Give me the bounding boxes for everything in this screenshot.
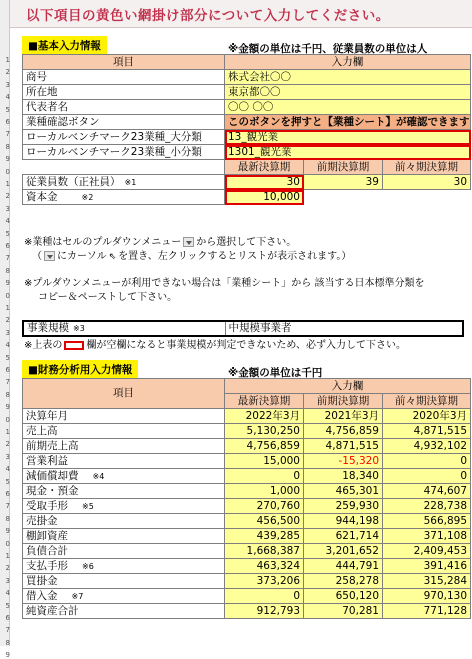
employees-mark: ※1	[124, 177, 137, 187]
finance-row	[23, 559, 471, 574]
row-number: 3	[5, 452, 10, 461]
row-number: 9	[5, 155, 10, 164]
period-header-previous: 前期決算期	[304, 160, 383, 175]
finance-row	[23, 544, 471, 559]
business-scale-mark: ※3	[73, 324, 85, 333]
row-number: 0	[5, 291, 10, 300]
finance-row-label-text: 受取手形	[26, 499, 68, 512]
row-label-capital	[23, 190, 225, 205]
row-number: 7	[5, 378, 10, 387]
row-number: 8	[5, 142, 10, 151]
finance-row-label-text: 現金・預金	[26, 484, 79, 497]
finance-value-input[interactable]: 439,285	[225, 529, 304, 544]
finance-row-label	[23, 604, 225, 619]
row-label-representative: 代表者名	[23, 100, 225, 115]
finance-value-input[interactable]: 18,340	[304, 469, 383, 484]
row-number: 8	[5, 266, 10, 275]
finance-value-input[interactable]: 4,871,515	[304, 439, 383, 454]
row-number: 1	[5, 428, 10, 436]
period-header-before-previous: 前々期決算期	[383, 160, 471, 175]
company-name-input[interactable]: 株式会社〇〇	[225, 70, 471, 85]
finance-value-input[interactable]: 15,000	[225, 454, 304, 469]
finance-value-input[interactable]: 1,668,387	[225, 544, 304, 559]
finance-value-input[interactable]: 444,791	[304, 559, 383, 574]
finance-value-input[interactable]: 2021年3月	[304, 409, 383, 424]
finance-value-input[interactable]: 270,760	[225, 499, 304, 514]
finance-row-mark: ※5	[82, 501, 94, 511]
finance-value-input[interactable]: 1,000	[225, 484, 304, 499]
finance-col-input-header: 入力欄	[225, 379, 471, 394]
row-number: 6	[5, 242, 10, 250]
finance-row	[23, 514, 471, 529]
finance-row-label-text: 前期売上高	[26, 439, 79, 452]
finance-row-label-text: 借入金	[26, 589, 58, 602]
finance-row	[23, 529, 471, 544]
row-number: 6	[5, 490, 10, 498]
finance-value-input[interactable]: 5,130,250	[225, 424, 304, 439]
basic-info-table	[22, 54, 471, 205]
finance-row	[23, 589, 471, 604]
row-number: 5	[5, 601, 10, 610]
row-number-gutter	[0, 0, 10, 659]
row-number: 2	[5, 564, 10, 573]
row-number: 7	[5, 502, 10, 511]
finance-value-input[interactable]: 4,871,515	[383, 424, 471, 439]
row-number: 0	[5, 539, 10, 548]
page-title: 以下項目の黄色い網掛け部分について入力してください。	[26, 8, 390, 24]
finance-row-label	[23, 454, 225, 469]
finance-value-input[interactable]: 258,278	[304, 574, 383, 589]
row-number: 4	[5, 217, 10, 226]
finance-value-input[interactable]: 650,120	[304, 589, 383, 604]
business-scale-table	[22, 320, 464, 337]
row-number: 9	[5, 279, 10, 288]
period-header-latest: 最新決算期	[225, 160, 304, 175]
finance-value-input[interactable]: 463,324	[225, 559, 304, 574]
row-number: 5	[5, 353, 10, 362]
row-number: 5	[5, 105, 10, 114]
finance-value-input[interactable]: 456,500	[225, 514, 304, 529]
employees-previous-input[interactable]: 39	[304, 175, 383, 190]
employees-before-previous-input[interactable]: 30	[383, 175, 471, 190]
finance-value-input[interactable]: 391,416	[383, 559, 471, 574]
row-number: 6	[5, 118, 10, 126]
row-number: 2	[5, 440, 10, 449]
finance-value-input[interactable]: 4,932,102	[383, 439, 471, 454]
row-number: 3	[5, 576, 10, 585]
employees-label: 従業員数（正社員）	[26, 175, 121, 188]
finance-row	[23, 439, 471, 454]
row-number: 1	[5, 304, 10, 312]
finance-table	[22, 378, 471, 619]
finance-row	[23, 484, 471, 499]
note-dropdown: ※業種はセルのプルダウンメニュー から選択して下さい。	[24, 237, 297, 248]
finance-row-label-text: 営業利益	[26, 454, 68, 467]
title-banner	[10, 0, 472, 28]
row-label-company: 商号	[23, 70, 225, 85]
row-number: 0	[5, 167, 10, 176]
finance-row-label	[23, 499, 225, 514]
finance-row-mark: ※7	[71, 591, 84, 601]
basic-section-label: ■基本入力情報	[22, 36, 107, 56]
finance-row-label-text: 売掛金	[26, 514, 58, 527]
finance-value-input[interactable]: 0	[225, 589, 304, 604]
finance-row	[23, 499, 471, 514]
finance-row	[23, 604, 471, 619]
row-label-employees	[23, 175, 225, 190]
business-scale-value: 中規模事業者	[225, 321, 463, 336]
note-copy-paste: コピー＆ペーストして下さい。	[38, 292, 178, 303]
finance-row-label	[23, 484, 225, 499]
row-number: 7	[5, 626, 10, 635]
row-number: 9	[5, 651, 10, 659]
basic-col-input-header: 入力欄	[225, 55, 471, 70]
finance-row-label	[23, 574, 225, 589]
row-number: 4	[5, 589, 10, 598]
dropdown-arrow-icon	[44, 251, 55, 261]
row-number: 0	[5, 415, 10, 424]
basic-col-item-header: 項目	[23, 55, 225, 70]
row-number: 1	[5, 56, 10, 64]
finance-value-input[interactable]: 0	[383, 469, 471, 484]
row-number: 3	[5, 328, 10, 337]
finance-row-label-text: 減価償却費	[26, 469, 79, 482]
finance-col-item-header: 項目	[23, 379, 225, 409]
finance-row-mark: ※6	[82, 561, 94, 571]
row-number: 8	[5, 390, 10, 399]
row-number: 3	[5, 80, 10, 89]
finance-unit-note: ※金額の単位は千円	[228, 367, 323, 379]
finance-row-mark: ※4	[92, 471, 105, 481]
finance-row	[23, 409, 471, 424]
finance-value-input[interactable]: 2,409,453	[383, 544, 471, 559]
row-number: 7	[5, 130, 10, 139]
finance-row-label-text: 買掛金	[26, 574, 58, 587]
finance-row-label	[23, 544, 225, 559]
business-scale-label-cell	[23, 321, 225, 336]
finance-row	[23, 574, 471, 589]
dropdown-arrow-icon	[183, 237, 194, 247]
finance-row-label-text: 棚卸資産	[26, 529, 68, 542]
finance-value-input[interactable]: 566,895	[383, 514, 471, 529]
row-label-major-category: ローカルベンチマーク23業種_大分類	[23, 130, 225, 145]
row-label-minor-category: ローカルベンチマーク23業種_小分類	[23, 145, 225, 160]
finance-period-previous: 前期決算期	[304, 394, 383, 409]
finance-value-input[interactable]: 4,756,859	[225, 439, 304, 454]
finance-row-label-text: 売上高	[26, 424, 58, 437]
row-number: 6	[5, 614, 10, 622]
basic-unit-note: ※金額の単位は千円、従業員数の単位は人	[228, 43, 428, 55]
finance-row	[23, 424, 471, 439]
finance-value-input[interactable]: 70,281	[304, 604, 383, 619]
row-number: 1	[5, 180, 10, 188]
finance-row-label	[23, 439, 225, 454]
row-number: 3	[5, 204, 10, 213]
row-number: 9	[5, 527, 10, 536]
finance-row-label-text: 負債合計	[26, 544, 68, 557]
finance-row-label	[23, 409, 225, 424]
note-fallback: ※プルダウンメニューが利用できない場合は「業種シート」から 該当する日本標準分類を	[24, 278, 425, 289]
row-number: 5	[5, 477, 10, 486]
finance-row-label-text: 決算年月	[26, 409, 68, 422]
finance-value-input[interactable]: 465,301	[304, 484, 383, 499]
capital-input[interactable]: 10,000	[225, 190, 304, 205]
finance-value-input[interactable]: 474,607	[383, 484, 471, 499]
business-scale-label: 事業規模	[27, 322, 69, 334]
row-number: 4	[5, 465, 10, 474]
finance-value-input[interactable]: 228,738	[383, 499, 471, 514]
capital-label: 資本金	[26, 190, 58, 203]
finance-value-input[interactable]: 621,714	[304, 529, 383, 544]
finance-value-input[interactable]: 0	[225, 469, 304, 484]
finance-row-label	[23, 559, 225, 574]
row-label-address: 所在地	[23, 85, 225, 100]
capital-mark: ※2	[81, 192, 94, 202]
finance-value-input[interactable]: 4,756,859	[304, 424, 383, 439]
finance-value-input[interactable]: 771,128	[383, 604, 471, 619]
finance-period-latest: 最新決算期	[225, 394, 304, 409]
finance-value-input[interactable]: 373,206	[225, 574, 304, 589]
finance-value-input[interactable]: 912,793	[225, 604, 304, 619]
row-number: 9	[5, 403, 10, 412]
finance-row	[23, 454, 471, 469]
address-input[interactable]: 東京都〇〇	[225, 85, 471, 100]
note-scale: ※上表の 欄が空欄になると事業規模が判定できないため、必ず入力して下さい。	[24, 340, 406, 351]
finance-section-label: ■財務分析用入力情報	[22, 360, 138, 380]
representative-input[interactable]: 〇〇 〇〇	[225, 100, 471, 115]
red-box-icon	[64, 341, 84, 350]
minor-category-select[interactable]: 1301_観光業	[225, 145, 471, 160]
row-number: 2	[5, 192, 10, 201]
finance-row-label	[23, 529, 225, 544]
finance-row-label-text: 純資産合計	[26, 604, 79, 617]
note-cursor: （ にカーソル ⇖ を置き、左クリックするとリストが表示されます。）	[32, 251, 352, 262]
row-number: 8	[5, 638, 10, 647]
finance-value-input[interactable]: 371,108	[383, 529, 471, 544]
finance-value-input[interactable]: 2020年3月	[383, 409, 471, 424]
industry-sheet-button[interactable]: このボタンを押すと【業種シート】が確認できます	[225, 115, 471, 130]
row-label-industry-button: 業種確認ボタン	[23, 115, 225, 130]
finance-row-label	[23, 469, 225, 484]
mouse-cursor-icon: ⇖	[108, 252, 117, 262]
finance-period-before-previous: 前々期決算期	[383, 394, 471, 409]
row-number: 1	[5, 552, 10, 560]
finance-value-input[interactable]: 970,130	[383, 589, 471, 604]
row-number: 4	[5, 341, 10, 350]
finance-value-input[interactable]: 315,284	[383, 574, 471, 589]
finance-value-input[interactable]: 0	[383, 454, 471, 469]
finance-row	[23, 469, 471, 484]
row-number: 6	[5, 366, 10, 374]
row-number: 8	[5, 514, 10, 523]
row-number: 7	[5, 254, 10, 263]
row-number: 5	[5, 229, 10, 238]
finance-value-input[interactable]: 259,930	[304, 499, 383, 514]
finance-value-input[interactable]: 2022年3月	[225, 409, 304, 424]
major-category-select[interactable]: 13_観光業	[225, 130, 471, 145]
blank-cell	[23, 160, 225, 175]
finance-row-label	[23, 424, 225, 439]
row-number: 2	[5, 316, 10, 325]
finance-row-label	[23, 589, 225, 604]
employees-latest-input[interactable]: 30	[225, 175, 304, 190]
finance-value-input[interactable]: 3,201,652	[304, 544, 383, 559]
row-number: 4	[5, 93, 10, 102]
finance-row-label-text: 支払手形	[26, 559, 68, 572]
finance-row-label	[23, 514, 225, 529]
finance-value-input[interactable]: 944,198	[304, 514, 383, 529]
finance-value-input[interactable]: -15,320	[304, 454, 383, 469]
row-number: 2	[5, 68, 10, 77]
